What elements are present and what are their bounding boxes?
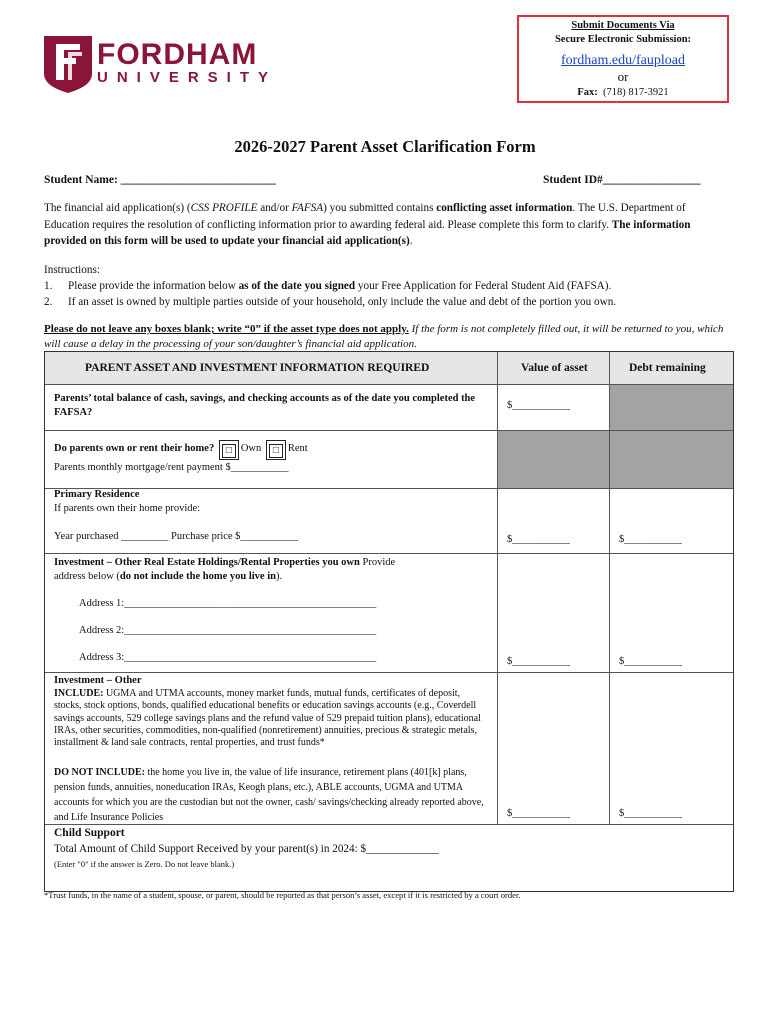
own-label: Own <box>240 443 262 454</box>
child-support-title: Child Support <box>54 827 125 839</box>
instruction-text: Please provide the information below <box>68 280 239 292</box>
intro-conflict: conflicting asset information <box>436 202 573 214</box>
instructions-heading: Instructions: <box>44 264 100 276</box>
fordham-shield-icon <box>42 30 94 94</box>
submit-documents-box <box>517 15 729 103</box>
investment-value-field[interactable]: $___________ <box>507 808 570 819</box>
fax-number: (718) 817-3921 <box>603 87 669 98</box>
include-body: UGMA and UTMA accounts, money market funds, mutual funds, certificates of deposit, stocks, stock options, bonds, qualified educational benefits or education savings accounts (e.g., Coverdell savings accounts, 529 college savings plans and the refund value of 529 prepaid tuition plans), educational IRAs, other securities, commodities, non-qualified (nonretirement) annuities, precious & strategic metals, installment & land sale contracts, rental properties, and trust funds* <box>54 688 481 749</box>
investment-debt-field[interactable]: $___________ <box>619 808 682 819</box>
exclude-label: DO NOT INCLUDE: <box>54 767 145 778</box>
submit-heading: Submit Documents Via <box>571 20 675 31</box>
header-debt: Debt remaining <box>629 362 706 374</box>
fax-label: Fax: <box>577 87 598 98</box>
student-name-field[interactable]: Student Name: ___________________________ <box>44 174 276 186</box>
intro-text: . The U.S. Department of Education requires the resolution of conflicting information prior to awarding federal aid. Please complete this form to clarify. <box>44 202 686 231</box>
instruction-text: your Free Application for Federal Student Aid (FAFSA). <box>355 280 612 292</box>
residence-value-field[interactable]: $___________ <box>507 534 570 545</box>
student-id-field[interactable]: Student ID#_________________ <box>543 174 701 186</box>
real-estate-addr-bold: do not include the home you live in <box>119 571 276 582</box>
intro-text: ) you submitted contains <box>323 202 437 214</box>
intro-fafsa: FAFSA <box>291 202 324 214</box>
warning-text <box>44 322 734 352</box>
investment-other-title: Investment – Other <box>54 675 142 686</box>
logo-university: UNIVERSITY <box>97 69 278 86</box>
rent-label: Rent <box>287 443 308 454</box>
form-title: 2026-2027 Parent Asset Clarification Form <box>234 137 536 156</box>
include-text <box>54 688 484 749</box>
fordham-logo <box>42 30 282 94</box>
checkbox-icon: □ <box>269 444 283 458</box>
logo-wordmark: FORDHAM <box>97 38 258 71</box>
checkbox-icon: □ <box>222 444 236 458</box>
address-3-field[interactable]: Address 3:________________________________________________ <box>79 652 377 663</box>
debt-shaded-cell <box>609 384 733 430</box>
intro-css-profile: CSS PROFILE <box>190 202 258 214</box>
address-2-field[interactable]: Address 2:________________________________________________ <box>79 625 377 636</box>
own-checkbox[interactable] <box>219 440 239 460</box>
real-estate-addr-end: ). <box>275 571 283 582</box>
monthly-payment-field[interactable]: Parents monthly mortgage/rent payment $___________ <box>54 462 289 473</box>
real-estate-bold: Investment – Other Real Estate Holdings/Rental Properties you own <box>54 557 360 568</box>
cash-value-field[interactable]: $___________ <box>507 400 570 411</box>
instruction-number: 1. <box>44 280 53 292</box>
real-estate-title <box>54 556 484 584</box>
instruction-number: 2. <box>44 296 53 308</box>
child-support-field[interactable]: Total Amount of Child Support Received by your parent(s) in 2024: $_____________ <box>54 843 439 855</box>
year-purchase-field[interactable]: Year purchased _________ Purchase price $___________ <box>54 531 299 542</box>
exclude-text <box>54 765 494 825</box>
fax-line <box>519 86 727 100</box>
or-text: or <box>617 69 629 84</box>
primary-residence-sub: If parents own their home provide: <box>54 503 201 514</box>
instruction-bold: as of the date you signed <box>238 280 356 292</box>
include-label: INCLUDE: <box>54 688 104 699</box>
primary-residence-title: Primary Residence <box>54 489 140 500</box>
address-1-field[interactable]: Address 1:________________________________________________ <box>79 598 377 609</box>
own-rent-row <box>54 440 494 460</box>
header-info: PARENT ASSET AND INVESTMENT INFORMATION REQUIRED <box>85 362 430 374</box>
instruction-item-2 <box>44 294 734 310</box>
instruction-text: If an asset is owned by multiple parties outside of your household, only include the value and debt of the portion you own. <box>68 296 617 308</box>
intro-text: . <box>409 235 413 247</box>
footnote: *Trust funds, in the name of a student, spouse, or parent, should be reported as that person’s asset, except if it is restricted by a court order. <box>44 890 521 900</box>
rent-checkbox[interactable] <box>266 440 286 460</box>
real-estate-debt-field[interactable]: $___________ <box>619 656 682 667</box>
header-value: Value of asset <box>521 362 588 374</box>
intro-text: The financial aid application(s) ( <box>44 202 191 214</box>
residence-debt-field[interactable]: $___________ <box>619 534 682 545</box>
real-estate-addr: address below ( <box>54 571 120 582</box>
own-rent-question: Do parents own or rent their home? <box>54 443 215 454</box>
submit-subheading: Secure Electronic Submission: <box>554 34 692 45</box>
real-estate-value-field[interactable]: $___________ <box>507 656 570 667</box>
intro-paragraph <box>44 200 729 250</box>
warning-underlined: Please do not leave any boxes blank; write “0” if the asset type does not apply. <box>44 323 409 335</box>
asset-table <box>44 351 734 892</box>
child-support-note: (Enter "0" if the answer is Zero. Do not leave blank.) <box>54 859 235 869</box>
cash-savings-question: Parents’ total balance of cash, savings, and checking accounts as of the date you completed the FAFSA? <box>54 393 476 418</box>
real-estate-provide: Provide <box>359 557 396 568</box>
exclude-body: the home you live in, the value of life insurance, retirement plans (401[k] plans, pension funds, annuities, noneducation IRAs, Keogh plans, etc.), ABLE accounts, UGMA and UTMA accounts for which you are the custodian but not the owner, cash/ savings/checking already reported above, and Life Insurance Policies <box>54 767 484 823</box>
intro-text: and/or <box>257 202 292 214</box>
instruction-item-1 <box>44 278 734 294</box>
instructions <box>44 262 734 310</box>
upload-link[interactable]: fordham.edu/faupload <box>560 53 685 68</box>
intro-bold-end: The information provided on this form will be used to update your financial aid application(s) <box>44 218 691 247</box>
warning-italic: If the form is not completely filled out, it will be returned to you, which will cause a delay in the processing of your son/daughter’s financial aid application. <box>44 323 724 350</box>
shaded-cells <box>497 430 733 488</box>
